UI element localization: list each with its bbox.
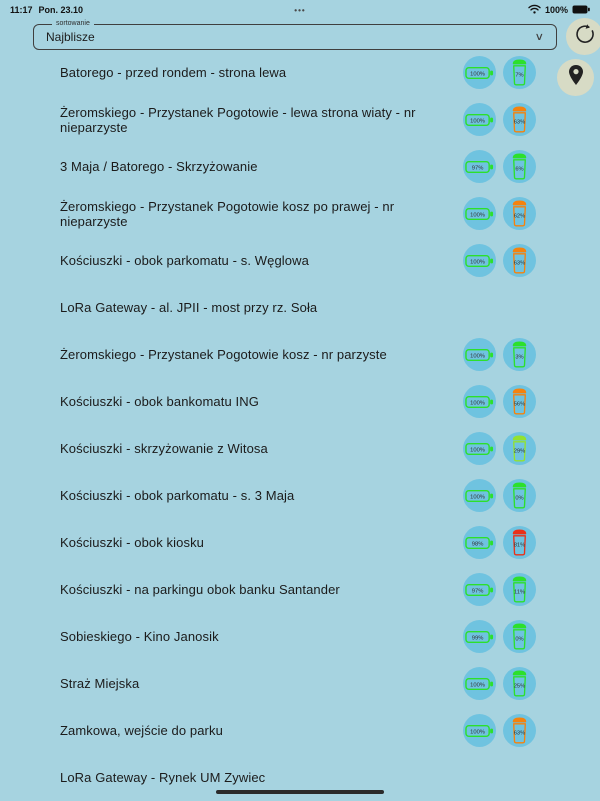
svg-text:62%: 62% [513, 213, 526, 220]
battery-level-icon [465, 159, 494, 175]
list-item[interactable] [0, 613, 600, 660]
status-date: Pon. 23.10 [38, 5, 84, 15]
battery-level-icon [465, 347, 494, 363]
bin-badge [503, 479, 536, 512]
status-time-date [10, 5, 83, 15]
location-label: 3 Maja / Batorego - Skrzyżowanie [60, 159, 258, 174]
bin-badge [503, 667, 536, 700]
location-label: Żeromskiego - Przystanek Pogotowie kosz po prawej - nr nieparzyste [60, 198, 395, 229]
svg-text:63%: 63% [513, 260, 526, 267]
list-item[interactable] [0, 237, 600, 284]
list-item[interactable] [0, 378, 600, 425]
location-label: Batorego - przed rondem - strona lewa [60, 65, 287, 80]
bin-badge [503, 432, 536, 465]
bin-badge [503, 385, 536, 418]
location-label: Żeromskiego - Przystanek Pogotowie kosz - nr parzyste [60, 347, 387, 362]
location-label: LoRa Gateway - al. JPII - most przy rz. Soła [60, 300, 318, 315]
battery-level-icon [465, 253, 494, 269]
trash-bin-fill-icon [507, 528, 532, 557]
svg-text:29%: 29% [513, 448, 526, 455]
list-item[interactable] [0, 331, 600, 378]
list-item[interactable] [0, 49, 600, 96]
svg-text:100%: 100% [470, 446, 485, 453]
trash-bin-fill-icon [507, 387, 532, 416]
location-label: Sobieskiego - Kino Janosik [60, 629, 219, 644]
battery-level-icon [465, 629, 494, 645]
list-item[interactable] [0, 472, 600, 519]
svg-text:100%: 100% [470, 728, 485, 735]
battery-level-icon [465, 488, 494, 504]
bin-badge [503, 56, 536, 89]
battery-badge [463, 103, 496, 136]
svg-text:100%: 100% [470, 117, 485, 124]
refresh-icon [574, 23, 596, 50]
list-item[interactable] [0, 660, 600, 707]
battery-level-icon [465, 112, 494, 128]
battery-badge [463, 573, 496, 606]
location-label: Kościuszki - obok parkomatu - s. Węglowa [60, 253, 309, 268]
trash-bin-fill-icon [507, 481, 532, 510]
battery-level-icon [465, 676, 494, 692]
list-item[interactable] [0, 425, 600, 472]
trash-bin-fill-icon [507, 575, 532, 604]
svg-text:100%: 100% [470, 352, 485, 359]
svg-text:99%: 99% [471, 634, 484, 641]
trash-bin-fill-icon [507, 716, 532, 745]
location-label: Zamkowa, wejście do parku [60, 723, 223, 738]
svg-text:100%: 100% [470, 211, 485, 218]
location-label: Żeromskiego - Przystanek Pogotowie - lewa strona wiaty - nr nieparzyste [60, 104, 416, 135]
svg-text:56%: 56% [513, 401, 526, 408]
trash-bin-fill-icon [507, 199, 532, 228]
trash-bin-fill-icon [507, 434, 532, 463]
location-list [0, 49, 600, 801]
bin-badge [503, 150, 536, 183]
location-label: Kościuszki - na parkingu obok banku Santander [60, 582, 340, 597]
battery-level-icon [465, 206, 494, 222]
bin-badge [503, 103, 536, 136]
list-item[interactable] [0, 519, 600, 566]
battery-badge [463, 385, 496, 418]
trash-bin-fill-icon [507, 340, 532, 369]
chevron-down-icon: ∨ [534, 30, 544, 43]
battery-badge [463, 479, 496, 512]
list-item[interactable] [0, 284, 600, 331]
home-indicator[interactable] [216, 790, 384, 794]
svg-text:100%: 100% [470, 493, 485, 500]
status-time: 11:17 [10, 5, 33, 15]
battery-level-icon [465, 394, 494, 410]
battery-badge [463, 620, 496, 653]
battery-level-icon [465, 582, 494, 598]
svg-text:100%: 100% [470, 399, 485, 406]
trash-bin-fill-icon [507, 105, 532, 134]
battery-badge [463, 197, 496, 230]
battery-badge [463, 526, 496, 559]
location-label: Kościuszki - obok kiosku [60, 535, 205, 550]
battery-badge [463, 56, 496, 89]
list-item[interactable] [0, 190, 600, 237]
trash-bin-fill-icon [507, 246, 532, 275]
battery-icon [572, 5, 590, 16]
location-label: Kościuszki - skrzyżowanie z Witosa [60, 441, 268, 456]
battery-badge [463, 338, 496, 371]
svg-text:7%: 7% [515, 72, 524, 79]
battery-level-icon [465, 441, 494, 457]
location-label: Kościuszki - obok bankomatu ING [60, 394, 259, 409]
battery-badge [463, 714, 496, 747]
bin-badge [503, 714, 536, 747]
svg-text:81%: 81% [513, 542, 526, 549]
list-item[interactable] [0, 566, 600, 613]
battery-badge [463, 150, 496, 183]
trash-bin-fill-icon [507, 58, 532, 87]
trash-bin-fill-icon [507, 669, 532, 698]
wifi-icon [528, 4, 541, 16]
bin-badge [503, 244, 536, 277]
svg-text:97%: 97% [471, 164, 484, 171]
svg-text:100%: 100% [470, 681, 485, 688]
sort-dropdown-value: Najblisze [46, 30, 95, 44]
svg-text:63%: 63% [513, 119, 526, 126]
battery-level-icon [465, 535, 494, 551]
status-battery-percent: 100% [544, 5, 568, 15]
svg-text:0%: 0% [515, 636, 524, 643]
sort-dropdown-label: sortowanie [52, 20, 94, 28]
location-label: LoRa Gateway - Rynek UM Zywiec [60, 770, 266, 785]
list-item[interactable] [0, 707, 600, 754]
bin-badge [503, 197, 536, 230]
bin-badge [503, 526, 536, 559]
battery-level-icon [465, 65, 494, 81]
battery-badge [463, 432, 496, 465]
svg-text:6%: 6% [515, 166, 524, 173]
trash-bin-fill-icon [507, 622, 532, 651]
battery-level-icon [465, 723, 494, 739]
status-dots: ••• [294, 5, 306, 15]
battery-badge [463, 244, 496, 277]
location-label: Straż Miejska [60, 676, 140, 691]
bin-badge [503, 338, 536, 371]
svg-text:3%: 3% [515, 354, 524, 361]
svg-text:98%: 98% [471, 540, 484, 547]
svg-text:11%: 11% [513, 589, 526, 596]
bin-badge [503, 620, 536, 653]
sort-dropdown[interactable] [33, 20, 557, 50]
svg-text:100%: 100% [470, 258, 485, 265]
list-item[interactable] [0, 96, 600, 143]
svg-text:63%: 63% [513, 730, 526, 737]
svg-text:0%: 0% [515, 495, 524, 502]
location-label: Kościuszki - obok parkomatu - s. 3 Maja [60, 488, 295, 503]
list-item[interactable] [0, 143, 600, 190]
status-bar [0, 0, 600, 20]
svg-text:97%: 97% [471, 587, 484, 594]
bin-badge [503, 573, 536, 606]
svg-text:25%: 25% [513, 683, 526, 690]
trash-bin-fill-icon [507, 152, 532, 181]
svg-text:100%: 100% [470, 70, 485, 77]
battery-badge [463, 667, 496, 700]
